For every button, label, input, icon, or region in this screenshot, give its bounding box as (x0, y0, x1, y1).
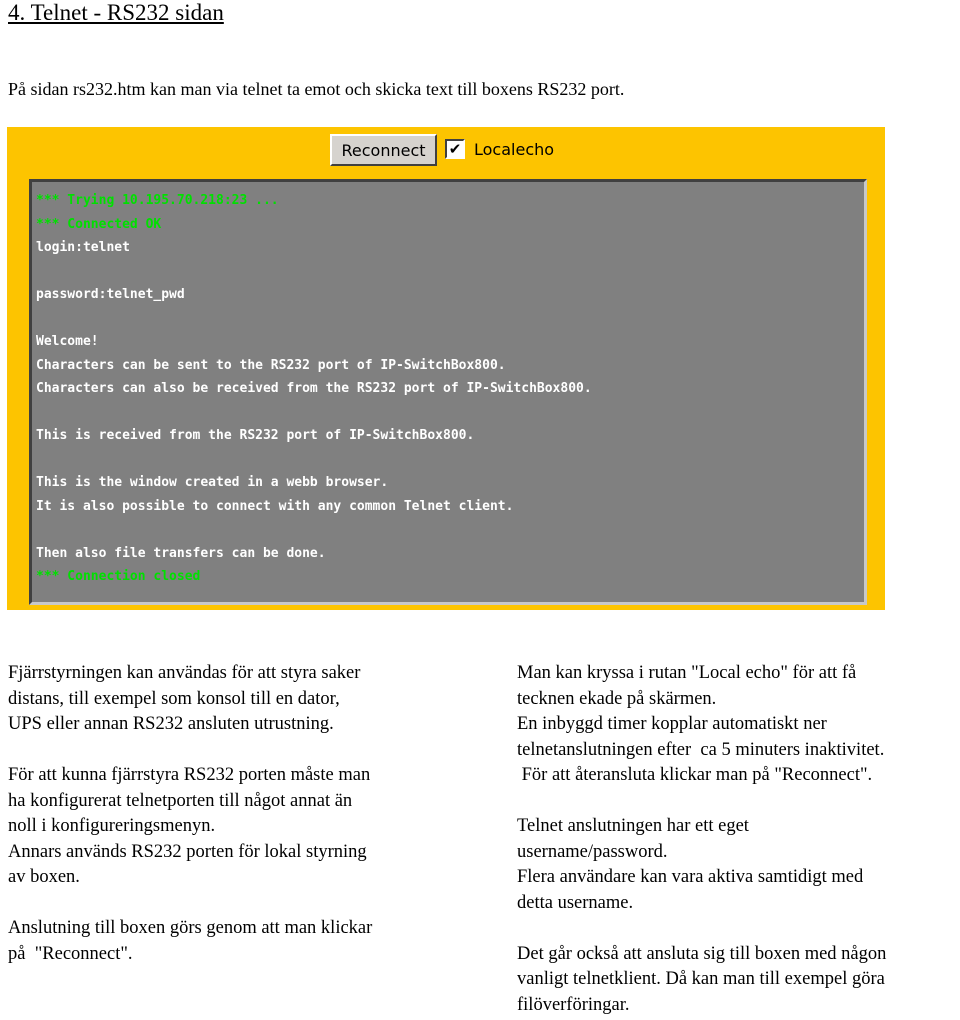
text-line: ha konfigurerat telnetporten till något annat än (8, 790, 353, 811)
text-line: UPS eller annan RS232 ansluten utrustning. (8, 714, 334, 734)
localecho-checkbox[interactable] (445, 139, 465, 159)
terminal-line: password:telnet_pwd (36, 287, 185, 302)
intro-paragraph: På sidan rs232.htm kan man via telnet ta emot och skicka text till boxens RS232 port. (8, 79, 625, 99)
terminal-line: *** Trying 10.195.70.218:23 ... (36, 193, 279, 208)
text-line: distans, till exempel som konsol till en dator, (8, 688, 340, 709)
text-line: på "Reconnect". (8, 943, 133, 964)
text-line: Telnet anslutningen har ett eget (517, 816, 749, 836)
paragraph-gap (8, 891, 478, 917)
terminal-line: This is received from the RS232 port of IP-SwitchBox800. (36, 428, 475, 443)
text-line: vanligt telnetklient. Då kan man till exempel göra (517, 969, 885, 989)
text-line: Anslutning till boxen görs genom att man klickar (8, 918, 373, 938)
text-line: username/password. (517, 841, 668, 862)
right-text-column (517, 661, 960, 1018)
text-line: Fjärrstyrningen kan användas för att styra saker (8, 663, 361, 683)
paragraph-gap (517, 916, 960, 942)
terminal-line (36, 307, 864, 331)
terminal-line: *** Connected OK (36, 216, 162, 232)
paragraph-gap (517, 789, 960, 815)
section-heading: 4. Telnet - RS232 sidan (8, 0, 224, 25)
terminal-window[interactable] (29, 179, 867, 605)
text-line: En inbyggd timer kopplar automatiskt ner (517, 714, 827, 734)
checkmark-icon: ✔ (448, 140, 462, 158)
telnet-screenshot (7, 127, 885, 610)
text-line: Annars används RS232 porten för lokal styrning (8, 841, 367, 862)
terminal-line (36, 518, 864, 542)
text-line: Flera användare kan vara aktiva samtidigt med (517, 867, 864, 887)
localecho-label: Localecho (474, 140, 555, 159)
text-line: Det går också att ansluta sig till boxen med någon (517, 943, 887, 964)
terminal-line (36, 260, 864, 284)
text-line: av boxen. (8, 867, 80, 887)
text-line: noll i konfigureringsmenyn. (8, 816, 216, 836)
paragraph-gap (8, 738, 478, 764)
terminal-line: Characters can also be received from the RS232 port of IP-SwitchBox800. (36, 381, 592, 396)
text-line: telnetanslutningen efter ca 5 minuters inaktivitet. (517, 739, 885, 760)
text-line: detta username. (517, 892, 634, 913)
left-text-column (8, 661, 478, 967)
reconnect-button[interactable]: Reconnect (330, 134, 437, 166)
terminal-line: It is also possible to connect with any common Telnet client. (36, 498, 514, 514)
terminal-line: login:telnet (36, 240, 130, 255)
text-line: tecknen ekade på skärmen. (517, 688, 717, 709)
terminal-line: Characters can be sent to the RS232 port of IP-SwitchBox800. (36, 357, 506, 373)
text-line: För att återansluta klickar man på "Reconnect". (517, 765, 873, 785)
text-line: Man kan kryssa i rutan "Local echo" för att få (517, 663, 857, 683)
text-line: filöverföringar. (517, 994, 630, 1015)
terminal-line: This is the window created in a webb browser. (36, 475, 389, 490)
text-line: För att kunna fjärrstyra RS232 porten måste man (8, 765, 371, 785)
terminal-line: Welcome! (36, 334, 99, 349)
terminal-line: *** Connection closed (36, 569, 201, 584)
terminal-line: Then also file transfers can be done. (36, 545, 326, 561)
terminal-line (36, 448, 864, 472)
terminal-line (36, 401, 864, 425)
